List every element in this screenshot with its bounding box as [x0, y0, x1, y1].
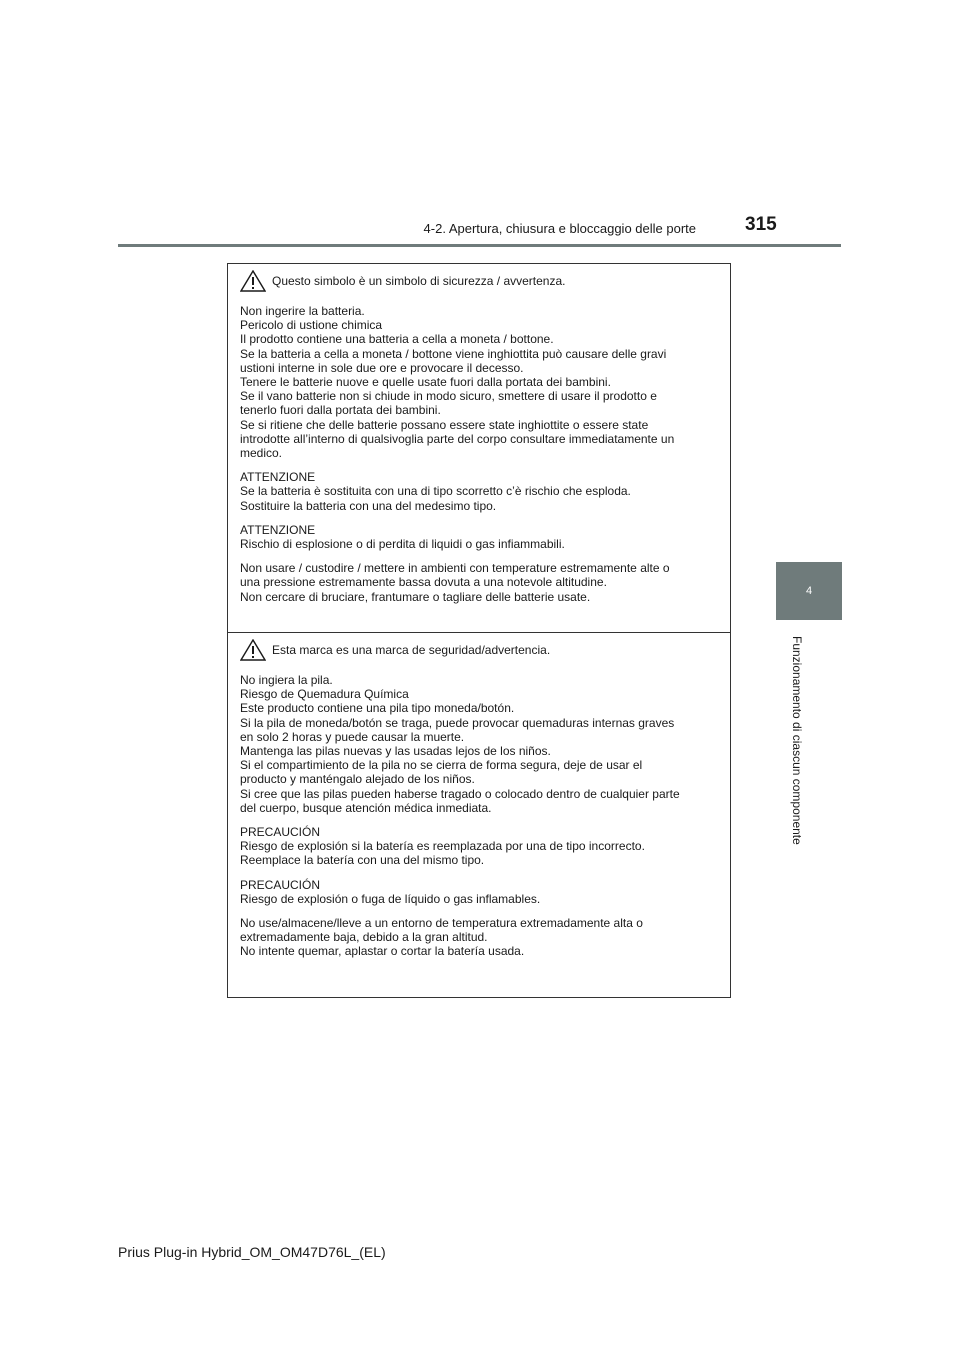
header-rule	[118, 244, 841, 247]
symbol-text: Questo simbolo è un simbolo di sicurezza / avvertenza.	[272, 274, 566, 288]
chapter-label: Funzionamento di ciascun componente	[790, 636, 804, 845]
warning-triangle-icon	[240, 639, 266, 661]
paragraph: Non ingerire la batteria. Pericolo di ustione chimica Il prodotto contiene una batteria a cella a moneta / bottone. Se la batteria a cella a moneta / bottone viene inghiottita può causare delle gravi ustioni interne in sole due ore e provocare il decesso. Tenere le batterie nuove e quelle usate fuori dalla portata dei bambini. Se il vano batterie non si chiude in modo sicuro, smettere di usare il prodotto e tenerlo fuori dalla portata dei bambini. Se si ritiene che delle batterie possano essere state inghiottite o essere state introdotte all’interno di qualsivoglia parte del corpo consultare immediatamente un medico.	[240, 304, 675, 461]
symbol-text: Esta marca es una marca de seguridad/advertencia.	[272, 643, 551, 657]
symbol-line	[240, 270, 718, 292]
warning-triangle-icon	[240, 270, 266, 292]
paragraph: ATTENZIONE Rischio di esplosione o di perdita di liquidi o gas infiammabili.	[240, 522, 565, 552]
footer-manual-id: Prius Plug-in Hybrid_OM_OM47D76L_(EL)	[118, 1244, 386, 1260]
chapter-tab	[776, 562, 842, 620]
warning-section-italian	[228, 264, 730, 633]
warning-box	[227, 263, 731, 998]
paragraph: No ingiera la pila. Riesgo de Quemadura Química Este producto contiene una pila tipo moneda/botón. Si la pila de moneda/botón se traga, puede provocar quemaduras internas graves en solo 2 horas y puede causar la muerte. Mantenga las pilas nuevas y las usadas lejos de los niños. Si el compartimiento de la pila no se cierra de forma segura, deje de usar el producto y manténgalo alejado de los niños. Si cree que las pilas pueden haberse tragado o colocado dentro de cualquier parte del cuerpo, busque atención médica inmediata.	[240, 673, 680, 815]
paragraph: PRECAUCIÓN Riesgo de explosión o fuga de líquido o gas inflamables.	[240, 877, 541, 906]
chapter-number: 4	[805, 585, 813, 597]
paragraph: Non usare / custodire / mettere in ambienti con temperature estremamente alte o una pressione estremamente bassa dovuta a una notevole altitudine. Non cercare di bruciare, frantumare o tagliare delle batterie usate.	[240, 561, 670, 604]
paragraph: ATTENZIONE Se la batteria è sostituita con una di tipo scorretto c’è rischio che esploda. Sostituire la batteria con una del medesimo tipo.	[240, 470, 631, 513]
page-number: 315	[745, 214, 777, 235]
warning-section-spanish	[228, 633, 730, 998]
paragraph: No use/almacene/lleve a un entorno de temperatura extremadamente alta o extremadamente baja, debido a la gran altitud. No intente quemar, aplastar o cortar la batería usada.	[240, 916, 643, 959]
header-section-title: 4-2. Apertura, chiusura e bloccaggio delle porte	[423, 221, 696, 236]
paragraph: PRECAUCIÓN Riesgo de explosión si la batería es reemplazada por una de tipo incorrecto. Reemplace la batería con una del mismo tipo.	[240, 825, 645, 868]
symbol-line	[240, 639, 718, 661]
